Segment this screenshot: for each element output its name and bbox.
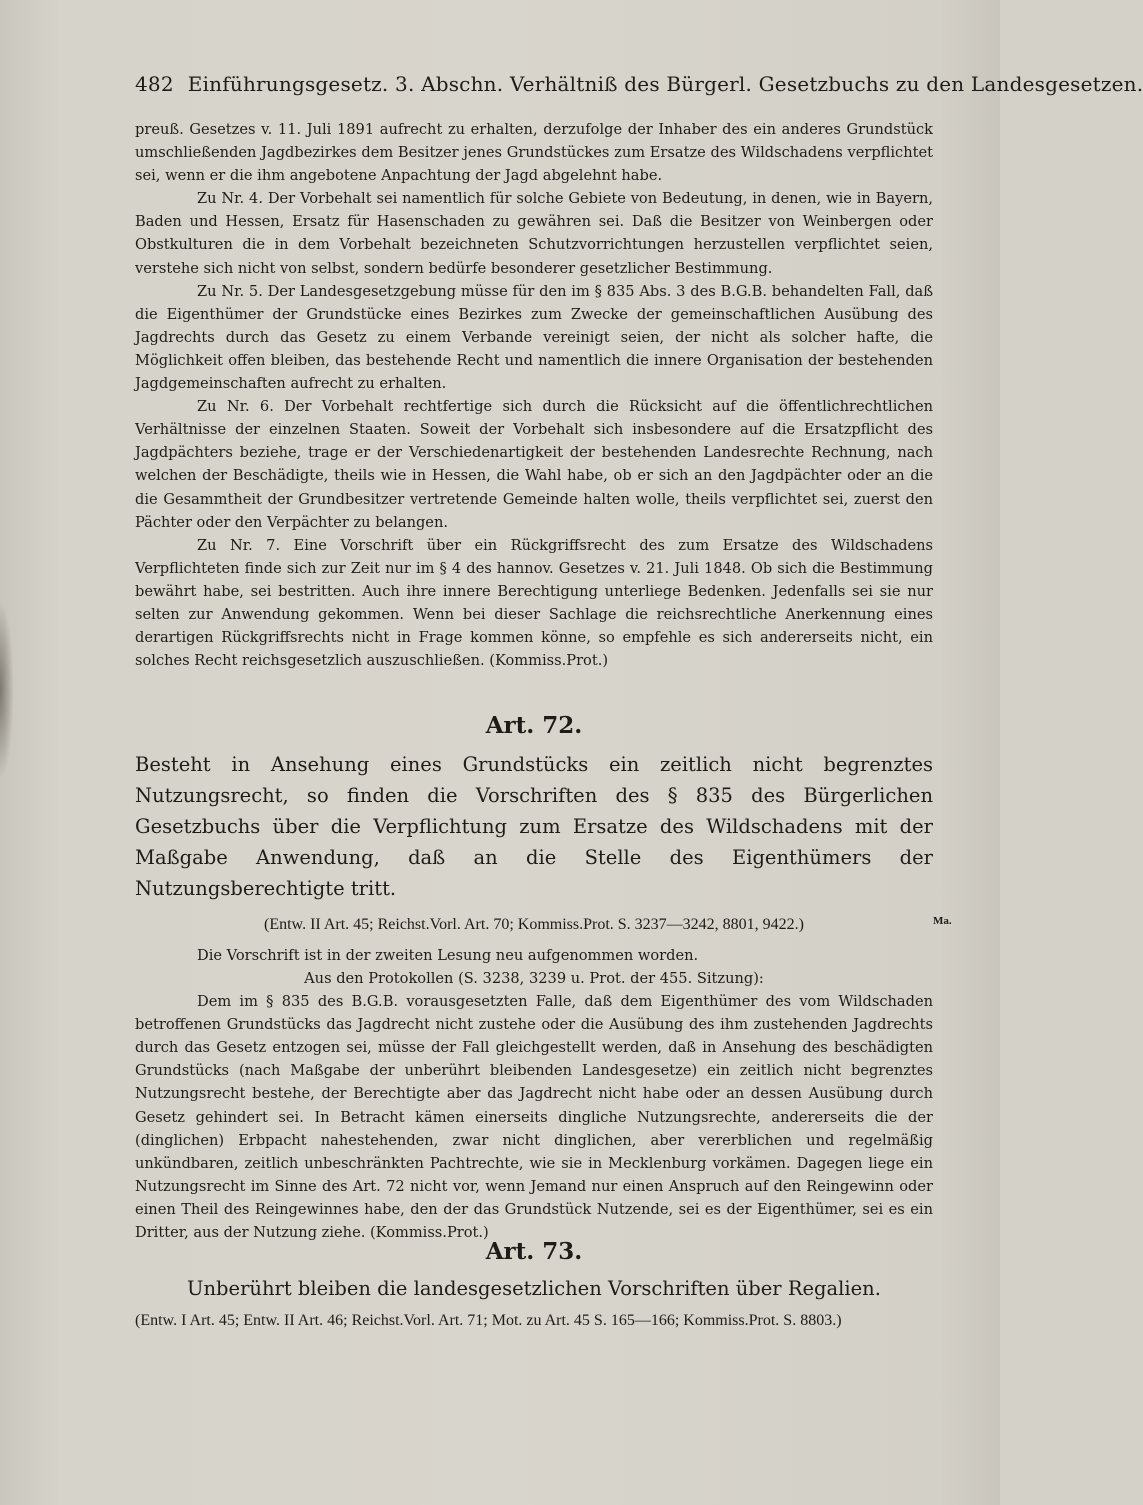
- article-72-protocol-text: Dem im § 835 des B.G.B. vorausgesetzten Falle, daß dem Eigenthümer des vom Wildschaden betroffenen Grundstücks das Jagdrecht nicht zustehe oder die Ausübung des ihm zustehenden Jagdrechts durch das Gesetz entzogen sei, müsse der Fall gleichgestellt werden, daß in Ansehung des beschädigten Grundstücks (nach Maßgabe der unberührt bleibenden Landesgesetze) ein zeitlich nicht begrenztes Nutzungsrecht bestehe, der Berechtigte aber das Jagdrecht nicht habe oder an dessen Ausübung durch Gesetz gehindert sei. In Betracht kämen einerseits dingliche Nutzungsrechte, andererseits die der (dinglichen) Erbpacht nahestehenden, zwar nicht dinglichen, aber vererblichen und regelmäßig unkündbaren, zeitlich unbeschränkten Pachtrechte, wie sie in Mecklenburg vorkämen. Dagegen liege ein Nutzungsrecht im Sinne des Art. 72 nicht vor, wenn Jemand nur einen Anspruch auf den Reingewinn oder einen Theil des Reingewinnes habe, den der das Grundstück Nutzende, sei es der Eigenthümer, sei es ein Dritter, aus der Nutzung ziehe. (Kommiss.Prot.): [135, 993, 933, 1242]
- paragraph-nr5: Zu Nr. 5. Der Landesgesetzgebung müsse für den im § 835 Abs. 3 des B.G.B. behandelten Fall, daß die Eigenthümer der Grundstücke eines Bezirkes zum Zwecke der gemeinschaftlichen Ausübung des Jagdrechts durch das Gesetz zu einem Verbande vereinigt seien, der nicht als solcher hafte, die Möglichkeit offen bleiben, das bestehende Recht und namentlich die innere Organisation der bestehenden Jagdgemeinschaften aufrecht zu erhalten.: [135, 282, 933, 393]
- article-73-references: (Entw. I Art. 45; Entw. II Art. 46; Reichst.Vorl. Art. 71; Mot. zu Art. 45 S. 165—166; Kommiss.Prot. S. 8803.): [135, 1312, 842, 1329]
- paragraph-continuation: preuß. Gesetzes v. 11. Juli 1891 aufrecht zu erhalten, derzufolge der Inhaber des ein anderes Grundstück umschließenden Jagdbezirkes dem Besitzer jenes Grundstückes zum Ersatze des Wildschadens verpflichtet sei, wenn er die ihm angebotene Anpachtung der Jagd abgelehnt habe.: [135, 121, 933, 185]
- paragraph-nr6: Zu Nr. 6. Der Vorbehalt rechtfertige sich durch die Rücksicht auf die öffentlichrechtlichen Verhältnisse der einzelnen Staaten. Soweit der Vorbehalt sich insbesondere auf die Ersatzpflicht des Jagdpächters beziehe, trage er der Verschiedenartigkeit der bestehenden Landesrechte Rechnung, nach welchen der Beschädigte, theils wie in Hessen, die Wahl habe, ob er sich an den Jagdpächter oder an die die Gesammtheit der Grundbesitzer vertretende Gemeinde halten wolle, theils verpflichtet sei, zuerst den Pächter oder den Verpächter zu belangen.: [135, 398, 933, 531]
- margin-note: Ma.: [933, 915, 952, 927]
- article-73-law-text: Unberührt bleiben die landesgesetzlichen Vorschriften über Regalien.: [187, 1277, 881, 1300]
- page-number: 482: [135, 72, 174, 96]
- article-72: [135, 712, 933, 1244]
- running-header: [135, 72, 1143, 96]
- page-edge-shadow: [0, 600, 14, 780]
- running-title: Einführungsgesetz. 3. Abschn. Verhältniß des Bürgerl. Gesetzbuchs zu den Landesgesetzen.: [187, 72, 1143, 96]
- article-72-law-text: Besteht in Ansehung eines Grundstücks ein zeitlich nicht begrenztes Nutzungsrecht, so finden die Vorschriften des § 835 des Bürgerlichen Gesetzbuchs über die Verpflichtung zum Ersatze des Wildschadens mit der Maßgabe Anwendung, daß an die Stelle des Eigenthümers der Nutzungsberechtigte tritt.: [135, 753, 933, 900]
- article-72-references: (Entw. II Art. 45; Reichst.Vorl. Art. 70; Kommiss.Prot. S. 3237—3242, 8801, 9422.): [264, 916, 804, 933]
- commentary-art71: [135, 118, 933, 672]
- article-73: [135, 1238, 933, 1332]
- article-72-protocol-heading: Aus den Protokollen (S. 3238, 3239 u. Prot. der 455. Sitzung):: [304, 970, 764, 988]
- paragraph-nr4: Zu Nr. 4. Der Vorbehalt sei namentlich für solche Gebiete von Bedeutung, in denen, wie in Bayern, Baden und Hessen, Ersatz für Hasenschaden zu gewähren sei. Daß die Besitzer von Weinbergen oder Obstkulturen die in dem Vorbehalt bezeichneten Schutzvorrichtungen herzustellen verpflichtet seien, verstehe sich nicht von selbst, sondern bedürfe besonderer gesetzlicher Bestimmung.: [135, 190, 933, 277]
- paragraph-nr7: Zu Nr. 7. Eine Vorschrift über ein Rückgriffsrecht des zum Ersatze des Wildschadens Verpflichteten finde sich zur Zeit nur im § 4 des hannov. Gesetzes v. 21. Juli 1848. Ob sich die Bestimmung bewährt habe, sei bestritten. Auch ihre innere Berechtigung unterliege Bedenken. Jedenfalls sei sie nur selten zur Anwendung gekommen. Wenn bei dieser Sachlage die reichsrechtliche Anerkennung eines derartigen Rückgriffsrechts nicht in Frage kommen könne, so empfehle es sich andererseits nicht, ein solches Recht reichsgesetzlich auszuschließen. (Kommiss.Prot.): [135, 536, 933, 670]
- article-73-heading: Art. 73.: [485, 1238, 583, 1265]
- article-72-note: Die Vorschrift ist in der zweiten Lesung neu aufgenommen worden.: [197, 947, 699, 964]
- article-72-heading: Art. 72.: [485, 712, 583, 739]
